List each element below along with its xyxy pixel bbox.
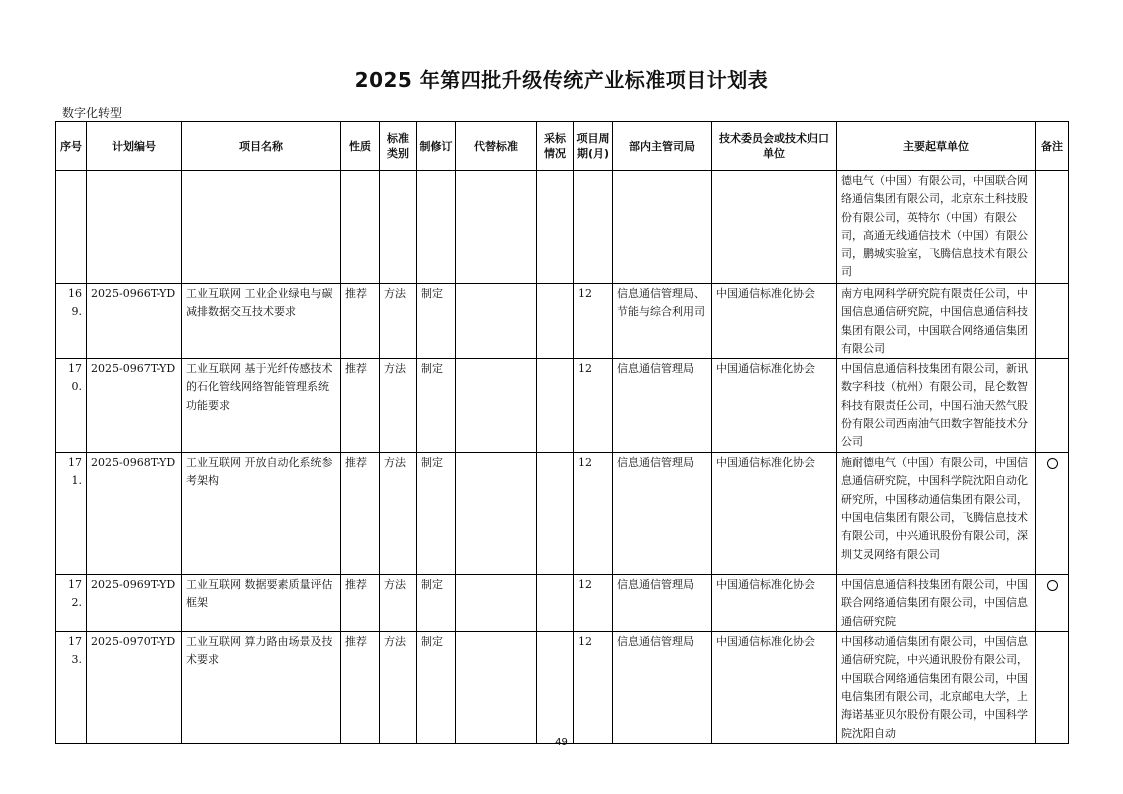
cell-name: 工业互联网 算力路由场景及技术要求 [182, 632, 341, 744]
cell-replaces [456, 453, 537, 575]
cell-name: 工业互联网 基于光纤传感技术的石化管线网络智能管理系统功能要求 [182, 359, 341, 453]
cell-nature: 推荐 [341, 632, 380, 744]
header-code: 计划编号 [87, 122, 182, 171]
cell-empty [537, 171, 574, 284]
circle-mark-icon [1047, 580, 1058, 591]
cell-code: 2025-0969T-YD [87, 575, 182, 632]
cell-revision: 制定 [417, 575, 456, 632]
cell-adoption [537, 359, 574, 453]
cell-code: 2025-0970T-YD [87, 632, 182, 744]
header-remark: 备注 [1036, 122, 1069, 171]
header-committee: 技术委员会或技术归口单位 [712, 122, 837, 171]
cell-drafters: 施耐德电气（中国）有限公司，中国信息通信研究院，中国科学院沈阳自动化研究所，中国移动通信集团有限公司，中国电信集团有限公司，飞腾信息技术有限公司，中兴通讯股份有限公司，深圳艾灵网络有限公司 [837, 453, 1036, 575]
table-row [56, 359, 1069, 453]
cell-dept: 信息通信管理局 [613, 575, 712, 632]
cell-empty [56, 171, 87, 284]
cell-empty [341, 171, 380, 284]
page-title: 2025 年第四批升级传统产业标准项目计划表 [354, 68, 769, 92]
table-row [56, 575, 1069, 632]
cell-committee: 中国通信标准化协会 [712, 575, 837, 632]
cell-no: 171. [56, 453, 87, 575]
circle-mark-icon [1047, 458, 1058, 469]
cell-replaces [456, 575, 537, 632]
cell-empty [87, 171, 182, 284]
header-revision: 制修订 [417, 122, 456, 171]
cell-nature: 推荐 [341, 359, 380, 453]
cell-adoption [537, 284, 574, 359]
cell-replaces [456, 359, 537, 453]
cell-remark [1036, 575, 1069, 632]
table-row [56, 453, 1069, 575]
cell-drafters: 中国信息通信科技集团有限公司，中国联合网络通信集团有限公司，中国信息通信研究院 [837, 575, 1036, 632]
header-drafters: 主要起草单位 [837, 122, 1036, 171]
cell-empty [712, 171, 837, 284]
cell-revision: 制定 [417, 632, 456, 744]
cell-name: 工业互联网 工业企业绿电与碳减排数据交互技术要求 [182, 284, 341, 359]
table-header-row [56, 122, 1069, 171]
cell-adoption [537, 632, 574, 744]
cell-no: 173. [56, 632, 87, 744]
header-adoption: 采标情况 [537, 122, 574, 171]
header-name: 项目名称 [182, 122, 341, 171]
cell-empty [456, 171, 537, 284]
cell-empty [417, 171, 456, 284]
cell-adoption [537, 575, 574, 632]
table-row [56, 284, 1069, 359]
cell-nature: 推荐 [341, 575, 380, 632]
cell-drafters: 中国移动通信集团有限公司，中国信息通信研究院，中兴通讯股份有限公司，中国联合网络通信集团有限公司，中国电信集团有限公司，北京邮电大学，上海诺基亚贝尔股份有限公司，中国科学院沈阳自动 [837, 632, 1036, 744]
cell-dept: 信息通信管理局 [613, 453, 712, 575]
cell-drafters: 德电气（中国）有限公司，中国联合网络通信集团有限公司，北京东土科技股份有限公司，英特尔（中国）有限公司，高通无线通信技术（中国）有限公司，鹏城实验室，飞腾信息技术有限公司 [837, 171, 1036, 284]
cell-dept: 信息通信管理局 [613, 632, 712, 744]
cell-committee: 中国通信标准化协会 [712, 453, 837, 575]
cell-no: 169. [56, 284, 87, 359]
cell-period: 12 [574, 284, 613, 359]
cell-committee: 中国通信标准化协会 [712, 284, 837, 359]
header-dept: 部内主管司局 [613, 122, 712, 171]
cell-category: 方法 [380, 359, 417, 453]
cell-period: 12 [574, 359, 613, 453]
cell-remark [1036, 453, 1069, 575]
header-category: 标准类别 [380, 122, 417, 171]
cell-name: 工业互联网 开放自动化系统参考架构 [182, 453, 341, 575]
cell-replaces [456, 632, 537, 744]
cell-nature: 推荐 [341, 284, 380, 359]
section-subtitle: 数字化转型 [62, 106, 123, 120]
header-no: 序号 [56, 122, 87, 171]
cell-remark [1036, 632, 1069, 744]
cell-replaces [456, 284, 537, 359]
cell-dept: 信息通信管理局 [613, 359, 712, 453]
header-replaces: 代替标准 [456, 122, 537, 171]
cell-category: 方法 [380, 632, 417, 744]
table-row [56, 632, 1069, 744]
cell-empty [574, 171, 613, 284]
cell-committee: 中国通信标准化协会 [712, 632, 837, 744]
cell-category: 方法 [380, 575, 417, 632]
cell-no: 172. [56, 575, 87, 632]
cell-name: 工业互联网 数据要素质量评估框架 [182, 575, 341, 632]
cell-drafters: 南方电网科学研究院有限责任公司，中国信息通信研究院，中国信息通信科技集团有限公司，中国联合网络通信集团有限公司 [837, 284, 1036, 359]
cell-revision: 制定 [417, 359, 456, 453]
cell-code: 2025-0967T-YD [87, 359, 182, 453]
cell-empty [182, 171, 341, 284]
header-period: 项目周期(月) [574, 122, 613, 171]
cell-remark [1036, 359, 1069, 453]
cell-revision: 制定 [417, 453, 456, 575]
header-nature: 性质 [341, 122, 380, 171]
cell-code: 2025-0968T-YD [87, 453, 182, 575]
cell-period: 12 [574, 632, 613, 744]
cell-category: 方法 [380, 284, 417, 359]
cell-period: 12 [574, 575, 613, 632]
page-number: 49 [555, 737, 568, 748]
cell-committee: 中国通信标准化协会 [712, 359, 837, 453]
cell-nature: 推荐 [341, 453, 380, 575]
cell-no: 170. [56, 359, 87, 453]
cell-empty [1036, 171, 1069, 284]
cell-period: 12 [574, 453, 613, 575]
cell-remark [1036, 284, 1069, 359]
cell-revision: 制定 [417, 284, 456, 359]
cell-empty [380, 171, 417, 284]
cell-empty [613, 171, 712, 284]
cell-category: 方法 [380, 453, 417, 575]
cell-dept: 信息通信管理局、节能与综合利用司 [613, 284, 712, 359]
cell-adoption [537, 453, 574, 575]
standards-plan-table [55, 121, 1069, 744]
table-row-continued [56, 171, 1069, 284]
cell-code: 2025-0966T-YD [87, 284, 182, 359]
cell-drafters: 中国信息通信科技集团有限公司，新讯数字科技（杭州）有限公司，昆仑数智科技有限责任公司，中国石油天然气股份有限公司西南油气田数字智能技术分公司 [837, 359, 1036, 453]
